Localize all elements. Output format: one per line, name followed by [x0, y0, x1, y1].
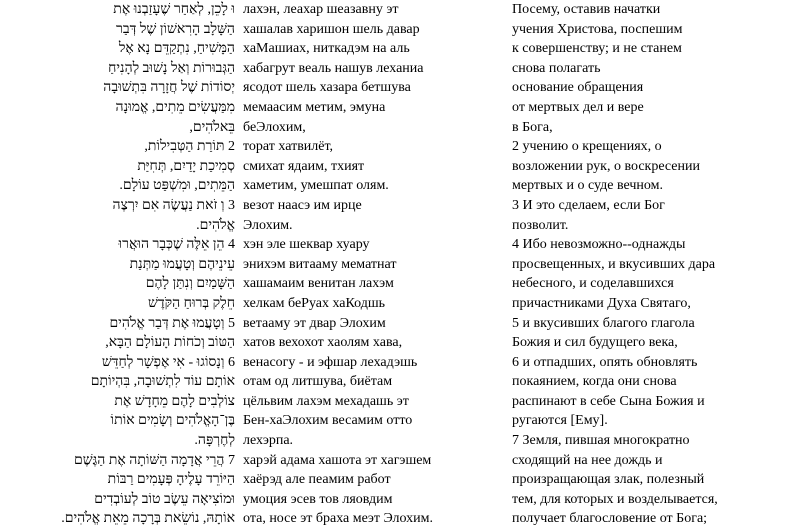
russian-line: сходящий на нее дождь и: [512, 452, 663, 468]
hebrew-line: בֵּאלֹהִים,: [189, 119, 235, 135]
transliteration-line: умоция эсев тов ляовдим: [243, 491, 393, 507]
russian-line: снова полагать: [512, 60, 601, 76]
russian-line: распинают в себе Сына Божия и: [512, 393, 705, 409]
russian-line: Божия и сил будущего века,: [512, 335, 678, 351]
transliteration-line: смихат ядаим, тхият: [243, 158, 365, 174]
transliteration-line: хашамаим венитан лахэм: [243, 276, 394, 292]
transliteration-line: ясодот шель хазара бетшува: [243, 80, 411, 96]
hebrew-line: בֶּן־הָאֱלֹהִים וְשָׂמִים אוֹתוֹ: [110, 413, 235, 429]
hebrew-line: אוֹתָם עוֹד לִתְשׁוּבָה, בִּהְיוֹתָם: [90, 374, 235, 390]
hebrew-column: [40, 0, 235, 529]
russian-line: просвещенных, и вкусивших дара: [512, 256, 716, 272]
transliteration-line: торат хатвилёт,: [243, 139, 334, 155]
russian-line: ругаются [Ему].: [512, 413, 608, 429]
transliteration-line: Бен-хаЭлохим весамим отто: [243, 413, 413, 429]
hebrew-line: הַגְּבוּרוֹת וְאַל נָשׁוּב לְהָנִיחַ: [108, 60, 235, 76]
russian-line: позволит.: [512, 217, 569, 233]
hebrew-line: 7 הֲרֵי אֲדָמָה הַשּׁוֹתָה אֶת הַגֶּשֶׁם: [74, 452, 235, 468]
transliteration-line: ветааму эт двар Элохим: [243, 315, 386, 331]
hebrew-line: 6 וְנָסוֹגוּ - אִי אֶפְשָׁר לְחַדֵּשׁ: [101, 354, 235, 370]
russian-line: произращающая злак, полезный: [512, 472, 705, 488]
russian-line: возложении рук, о воскресении: [512, 158, 700, 174]
russian-line: 7 Земля, пившая многократно: [512, 433, 690, 449]
russian-line: Посему, оставив начатки: [512, 2, 661, 17]
hebrew-line: הַיּוֹרֵד עָלֶיהָ פְּעָמִים רַבּוֹת: [107, 472, 235, 488]
russian-line: 4 Ибо невозможно--однажды: [512, 237, 686, 253]
transliteration-line: хэн эле шеквар хуару: [243, 237, 370, 253]
russian-line: 5 и вкусивших благого глагола: [512, 315, 695, 331]
hebrew-line: צוֹלְבִים לָהֶם מֵחָדָשׁ אֶת: [114, 393, 235, 409]
transliteration-line: хелкам беРуах хаКодшь: [243, 295, 386, 311]
hebrew-line: עֵינֵיהֶם וְטָעֲמוּ מַתְּנַת: [129, 256, 235, 272]
transliteration-line: хаМашиах, ниткадэм на аль: [243, 41, 410, 57]
hebrew-line: הַמֵּתִים, וּמִשְׁפַּט עוֹלָם.: [119, 178, 235, 194]
russian-line: в Бога,: [512, 119, 553, 135]
transliteration-line: хаёрэд але пеамим работ: [243, 472, 391, 488]
hebrew-line: 4 הֵן אֵלֶּה שֶׁכְּבָר הוּאֲרוּ: [118, 237, 235, 253]
hebrew-line: הַשָּׁמַיִם וְנִתַּן לָהֶם: [145, 276, 235, 292]
hebrew-line: הַטּוֹב וְכֹחוֹת הָעוֹלָם הַבָּא,: [105, 335, 235, 351]
hebrew-line: הַשָּׁלָב הָרִאשׁוֹן שֶׁל דְּבַר: [116, 21, 235, 37]
transliteration-line: хатов вехохот хаолям хава,: [243, 335, 403, 351]
russian-line: причастниками Духа Святаго,: [512, 295, 691, 311]
russian-line: 3 И это сделаем, если Бог: [512, 197, 665, 213]
russian-line: 6 и отпадших, опять обновлять: [512, 354, 698, 370]
russian-line: учения Христова, поспешим: [512, 21, 683, 37]
transliteration-line: беЭлохим,: [243, 119, 306, 135]
transliteration-line: лехэрпа.: [243, 433, 294, 449]
transliteration-line: лахэн, леахар шеазавну эт: [243, 2, 399, 17]
hebrew-line: מִמַּעֲשִׂים מֵתִים, אֱמוּנָה: [115, 99, 235, 115]
hebrew-line: אוֹתָהּ, נוֹשֵׂאת בְּרָכָה מֵאֵת אֱלֹהִים.: [61, 511, 235, 527]
transliteration-line: ота, носе эт браха меэт Элохим.: [243, 511, 433, 527]
hebrew-line: וּמוֹצִיאָה עֵשֶׂב טוֹב לְעוֹבְדִים: [94, 491, 235, 507]
hebrew-line: 3 וְ זֹאת נַעֲשֶׂה אִם יִרְצֶה: [112, 197, 235, 213]
transliteration-line: венасогу - и эфшар лехадэшь: [243, 354, 418, 370]
transliteration-line: харэй адама хашота эт хагэшем: [243, 452, 432, 468]
transliteration-line: хашалав харишон шель давар: [243, 21, 420, 37]
russian-line: от мертвых дел и вере: [512, 99, 644, 115]
transliteration-line: отам од литшува, биётам: [243, 374, 393, 390]
transliteration-line: хабагрут веаль нашув леханиа: [243, 60, 424, 76]
hebrew-line: לְחֶרְפָּה.: [194, 433, 235, 449]
russian-line: 2 учению о крещениях, о: [512, 139, 662, 155]
transliteration-column: [243, 0, 471, 529]
russian-line: получает благословение от Бога;: [512, 511, 708, 527]
hebrew-line: יְסוֹדוֹת שֶׁל חֲזָרָה בִּתְשׁוּבָה: [103, 80, 235, 96]
transliteration-line: цёльвим лахэм мехадашь эт: [243, 393, 409, 409]
russian-column: [512, 0, 797, 529]
transliteration-line: Элохим.: [243, 217, 293, 233]
hebrew-line: סְמִיכַת יָדַיִם, תְּחִיַּת: [137, 158, 235, 174]
hebrew-line: 2 תּוֹרַת הַטְּבִילוֹת,: [144, 139, 235, 155]
hebrew-line: אֱלֹהִים.: [196, 217, 235, 233]
hebrew-line: חֵלֶק בְּרוּחַ הַקֹּדֶשׁ: [147, 295, 235, 311]
hebrew-line: 5 וְטָעֲמוּ אֶת דְּבַר אֱלֹהִים: [109, 315, 235, 331]
hebrew-line: וּ לָכֵן, לְאַחַר שֶׁעָזַבְנוּ אֶת: [113, 2, 235, 17]
russian-line: основание обращения: [512, 80, 644, 96]
russian-line: мертвых и о суде вечном.: [512, 178, 664, 194]
russian-line: покаянием, когда они снова: [512, 374, 677, 390]
transliteration-line: мемаасим метим, эмуна: [243, 99, 386, 115]
transliteration-line: везот наасэ им ирце: [243, 197, 362, 213]
russian-line: небесного, и соделавшихся: [512, 276, 674, 292]
hebrew-line: הַמָּשִׁיחַ, נִתְקַדֵּם נָא אֶל: [118, 41, 235, 57]
russian-line: к совершенству; и не станем: [512, 41, 682, 57]
russian-line: тем, для которых и возделывается,: [512, 491, 718, 507]
transliteration-line: хаметим, умешпат олям.: [243, 178, 389, 194]
transliteration-line: энихэм витааму мематнат: [243, 256, 397, 272]
